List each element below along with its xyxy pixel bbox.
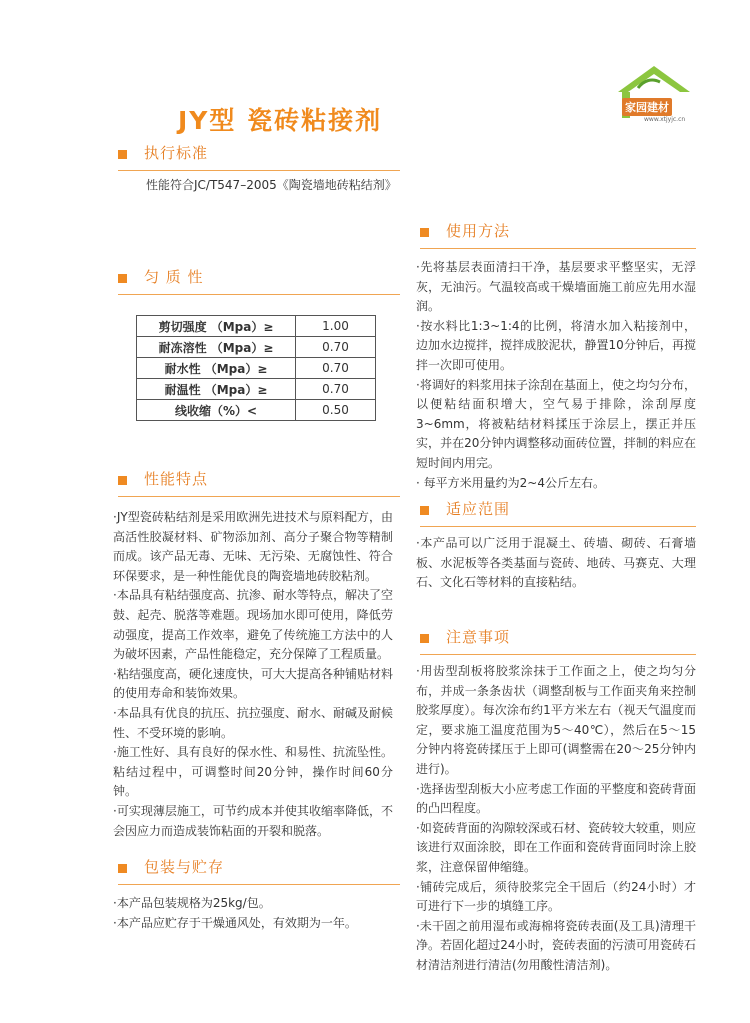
property-name: 耐温性 （Mpa）≥: [137, 379, 296, 400]
logo-text: 家园建材: [622, 98, 672, 116]
table-row: [137, 358, 376, 379]
usage-text: [416, 258, 696, 493]
list-item: ·将调好的料浆用抹子涂刮在基面上，使之均匀分布，以便粘结面积增大，空气易于排除，涂刮厚度3~6mm，将被粘结材料揉压于涂层上，摆正并压实，并在20分钟内调整移动面砖位置，拌制的料应在短时间内用完。: [416, 377, 696, 470]
property-name: 剪切强度 （Mpa）≥: [137, 316, 296, 337]
list-item: ·本品具有粘结强度高、抗渗、耐水等特点，解决了空鼓、起壳、脱落等难题。现场加水即可使用，降低劳动强度，提高工作效率，避免了传统施工方法中的人为破坏因素，产品性能稳定，充分保障了工程质量。: [113, 588, 393, 662]
table-row: [137, 316, 376, 337]
standard-text: 性能符合JC/T547–2005《陶瓷墙地砖粘结剂》: [146, 178, 397, 192]
list-item: ·未干固之前用湿布或海棉将瓷砖表面(及工具)清理干净。若固化超过24小时，瓷砖表面的污渍可用瓷砖石材清洁剂进行清洁(勿用酸性清洁剂)。: [416, 918, 696, 972]
section-label: 包装与贮存: [144, 858, 225, 876]
list-item: ·可实现薄层施工，可节约成本并使其收缩率降低，不会因应力而造成装饰粘面的开裂和脱落。: [113, 803, 393, 838]
section-label: 注意事项: [446, 628, 511, 646]
property-name: 耐冻溶性 （Mpa）≥: [137, 337, 296, 358]
list-item: ·按水料比1:3~1:4的比例，将清水加入粘接剂中，边加水边搅拌，搅拌成胶泥状，静置10分钟后，再搅拌一次即可使用。: [416, 318, 696, 372]
section-label: 执行标准: [144, 144, 209, 162]
list-item: ·施工性好、具有良好的保水性、和易性、抗流坠性。粘结过程中，可调整时间20分钟，操作时间60分钟。: [113, 745, 393, 799]
list-item: ·粘结强度高，硬化速度快，可大大提高各种铺贴材料的使用寿命和装饰效果。: [113, 666, 393, 701]
logo-url: www.xtjyjc.cn: [644, 116, 686, 123]
property-value: 1.00: [296, 316, 376, 337]
property-name: 耐水性 （Mpa）≥: [137, 358, 296, 379]
section-label: 使用方法: [446, 222, 511, 240]
section-features-heading: [118, 466, 400, 497]
company-logo: [608, 62, 698, 126]
list-item: ·用齿型刮板将胶浆涂抹于工作面之上，使之均匀分布，并成一条条齿状（调整刮板与工作面夹角来控制胶浆厚度）。每次涂布约1平方米左右（视天气温度而定，要求施工温度范围为5～40℃），然后在5～15分钟内将瓷砖揉压于上即可(调整需在20～25分钟内进行)。: [416, 664, 696, 776]
property-value: 0.70: [296, 379, 376, 400]
section-standard-heading: [118, 140, 400, 171]
bullet-square-icon: [118, 150, 127, 159]
section-label: 匀 质 性: [144, 268, 204, 286]
list-item: ·选择齿型刮板大小应考虑工作面的平整度和瓷砖背面的凸凹程度。: [416, 781, 696, 816]
features-text: [113, 508, 393, 841]
property-value: 0.50: [296, 400, 376, 421]
section-label: 适应范围: [446, 500, 511, 518]
list-item: ·本产品应贮存于干燥通风处，有效期为一年。: [113, 915, 357, 930]
list-item: ·本品具有优良的抗压、抗拉强度、耐水、耐碱及耐候性、不受环境的影响。: [113, 705, 393, 740]
table-row: [137, 379, 376, 400]
packaging-text: [113, 894, 393, 933]
section-label: 性能特点: [144, 470, 209, 488]
bullet-square-icon: [420, 506, 429, 515]
bullet-square-icon: [118, 864, 127, 873]
bullet-square-icon: [420, 228, 429, 237]
list-item: ·铺砖完成后，须待胶浆完全干固后（约24小时）才可进行下一步的填缝工序。: [416, 879, 696, 914]
property-value: 0.70: [296, 358, 376, 379]
table-row: [137, 337, 376, 358]
table-row: [137, 400, 376, 421]
list-item: ·JY型瓷砖粘结剂是采用欧洲先进技术与原料配方，由高活性胶凝材料、矿物添加剂、高分子聚合物等精制而成。该产品无毒、无味、无污染、无腐蚀性、符合环保要求，是一种性能优良的陶瓷墙地砖胶粘剂。: [113, 510, 393, 583]
scope-text: ·本产品可以广泛用于混凝土、砖墙、砌砖、石膏墙板、水泥板等各类基面与瓷砖、地砖、马赛克、大理石、文化石等材料的直接粘结。: [416, 536, 696, 590]
notes-text: [416, 662, 696, 976]
bullet-square-icon: [118, 476, 127, 485]
list-item: ·如瓷砖背面的沟隙较深或石材、瓷砖较大较重，则应该进行双面涂胶，即在工作面和瓷砖背面同时涂上胶浆，注意保留伸缩缝。: [416, 820, 696, 874]
section-usage-heading: [420, 218, 696, 249]
section-packaging-heading: [118, 854, 400, 885]
page-title: JY型 瓷砖粘接剂: [178, 106, 383, 135]
section-uniformity-heading: [118, 264, 400, 295]
property-value: 0.70: [296, 337, 376, 358]
list-item: ·先将基层表面清扫干净，基层要求平整坚实，无浮灰，无油污。气温较高或干燥墙面施工前应先用水湿润。: [416, 260, 696, 314]
property-name: 线收缩（%）<: [137, 400, 296, 421]
properties-table: [136, 315, 376, 421]
list-item: ·本产品包装规格为25kg/包。: [113, 896, 271, 910]
list-item: · 每平方米用量约为2~4公斤左右。: [416, 475, 605, 490]
section-scope-heading: [420, 496, 696, 527]
bullet-square-icon: [420, 634, 429, 643]
section-notes-heading: [420, 624, 696, 655]
bullet-square-icon: [118, 274, 127, 283]
